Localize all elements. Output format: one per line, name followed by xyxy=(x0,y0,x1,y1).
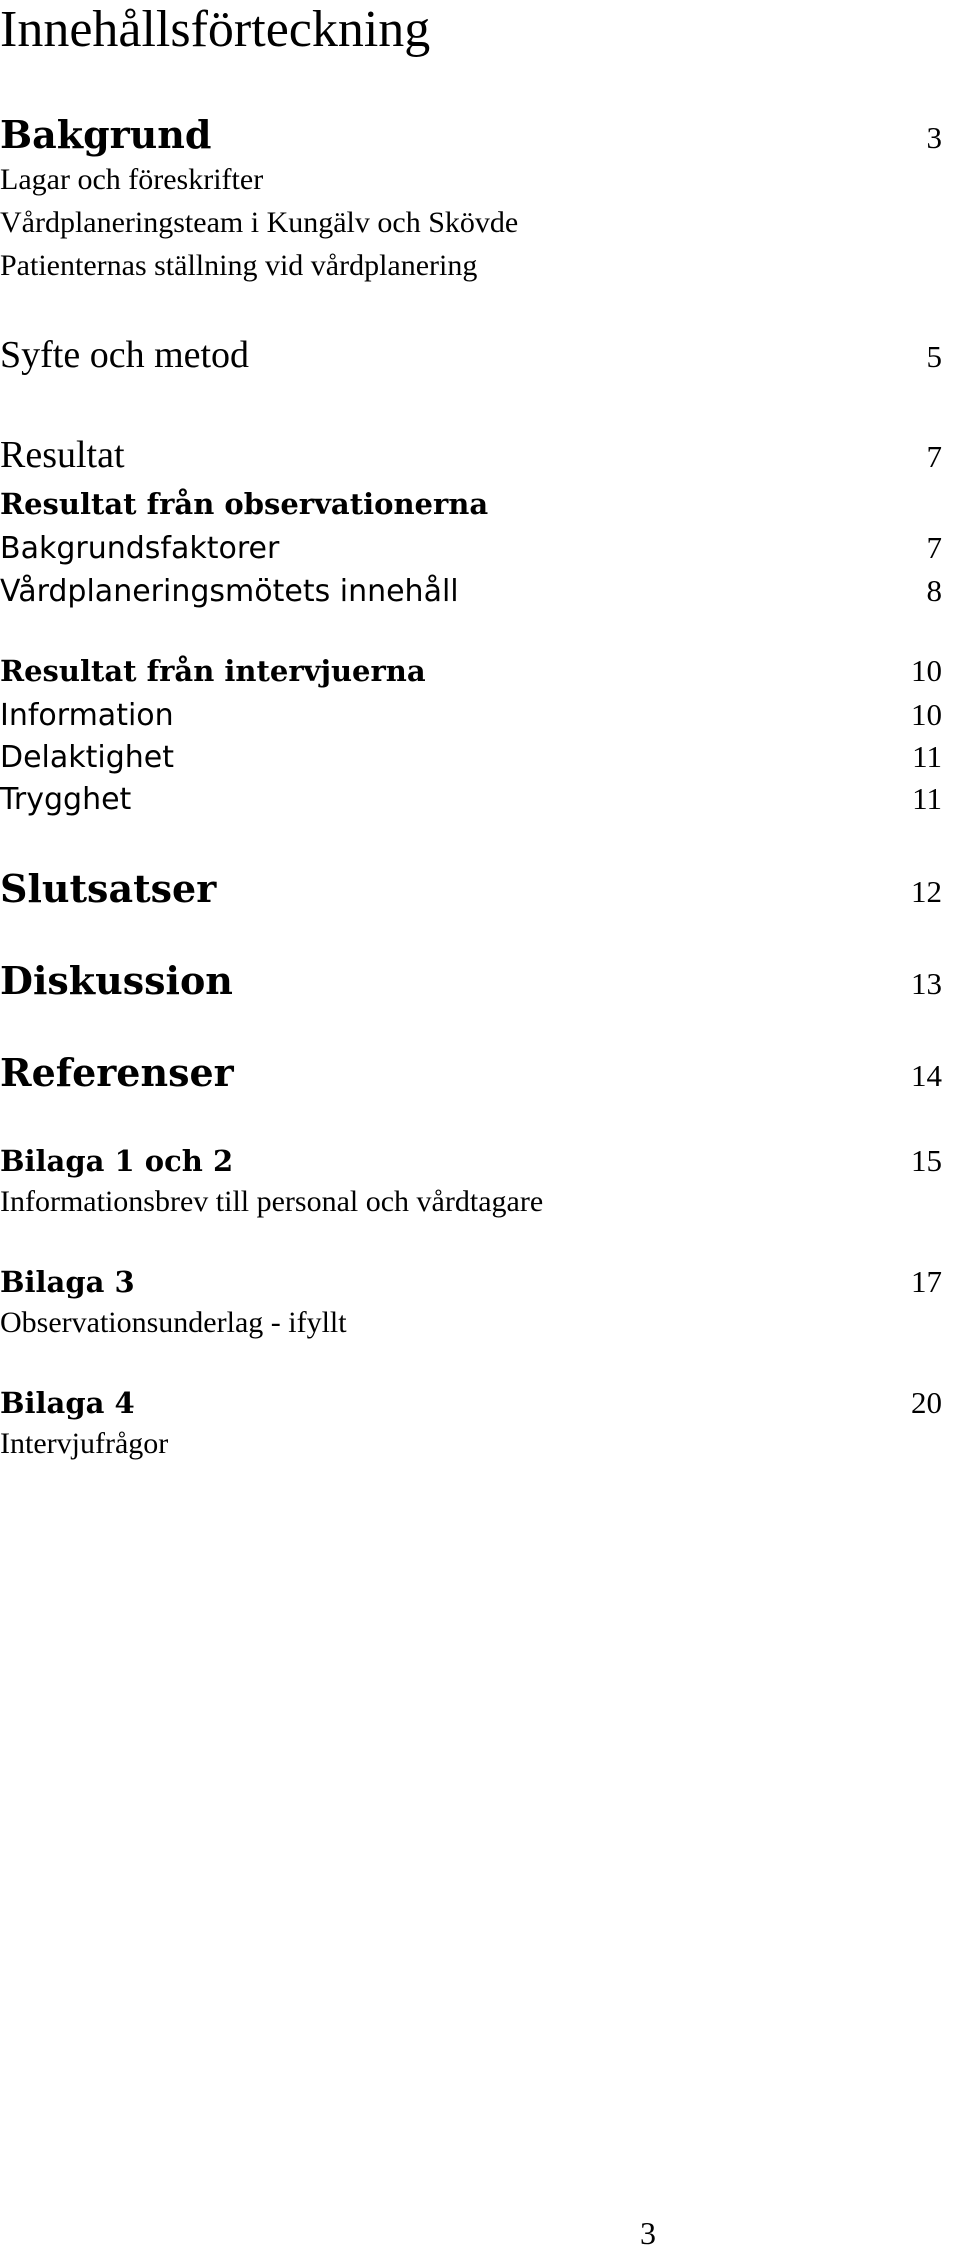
toc-subentry[interactable] xyxy=(0,1427,942,1461)
toc-label: Vårdplaneringsmötets innehåll xyxy=(0,574,459,609)
toc-label: Bilaga 4 xyxy=(0,1386,135,1420)
toc-page: 20 xyxy=(911,1385,942,1420)
toc-page: 12 xyxy=(911,874,942,909)
toc-page: 14 xyxy=(911,1058,942,1093)
toc-entry-bilaga-4[interactable] xyxy=(0,1385,942,1421)
toc-page: 11 xyxy=(912,739,942,774)
toc-title: Innehållsförteckning xyxy=(0,1,431,58)
toc-label: Information xyxy=(0,698,174,733)
toc-label: Vårdplaneringsteam i Kungälv och Skövde xyxy=(0,206,519,239)
toc-entry-observationerna[interactable] xyxy=(0,487,942,521)
toc-page: 3 xyxy=(926,120,942,155)
toc-subentry[interactable] xyxy=(0,1185,942,1219)
toc-page: 13 xyxy=(911,966,942,1001)
toc-subentry[interactable] xyxy=(0,573,942,609)
toc-label: Informationsbrev till personal och vårdtagare xyxy=(0,1185,544,1218)
toc-label: Observationsunderlag - ifyllt xyxy=(0,1306,347,1339)
toc-subentry[interactable] xyxy=(0,1306,942,1340)
toc-label: Referenser xyxy=(0,1050,234,1095)
toc-entry-referenser[interactable] xyxy=(0,1050,942,1095)
page-number: 3 xyxy=(640,2215,656,2251)
toc-subentry[interactable] xyxy=(0,163,942,197)
toc-label: Trygghet xyxy=(0,782,132,817)
toc-subentry[interactable] xyxy=(0,249,942,283)
toc-page: 17 xyxy=(911,1264,942,1299)
toc-label: Bilaga 3 xyxy=(0,1265,135,1299)
toc-subentry[interactable] xyxy=(0,697,942,733)
toc-subentry[interactable] xyxy=(0,206,942,240)
toc-page: 10 xyxy=(911,697,942,732)
toc-label: Slutsatser xyxy=(0,866,217,911)
toc-label: Resultat från observationerna xyxy=(0,487,489,521)
toc-subentry[interactable] xyxy=(0,781,942,817)
toc-page: 10 xyxy=(911,653,942,688)
toc-page: 7 xyxy=(926,439,942,474)
toc-label: Delaktighet xyxy=(0,740,175,775)
toc-label: Syfte och metod xyxy=(0,334,250,376)
toc-entry-diskussion[interactable] xyxy=(0,958,942,1003)
toc-entry-slutsatser[interactable] xyxy=(0,866,942,911)
toc-label: Resultat från intervjuerna xyxy=(0,654,426,688)
toc-subentry[interactable] xyxy=(0,530,942,566)
toc-label: Resultat xyxy=(0,434,125,476)
toc-label: Intervjufrågor xyxy=(0,1427,169,1460)
toc-label: Bakgrundsfaktorer xyxy=(0,531,280,566)
toc-page: 15 xyxy=(911,1143,942,1178)
toc-page: 7 xyxy=(926,530,942,565)
toc-entry-intervjuerna[interactable] xyxy=(0,653,942,689)
toc-entry-syfte[interactable] xyxy=(0,333,942,377)
toc-entry-bilaga-1-2[interactable] xyxy=(0,1143,942,1179)
toc-page: 11 xyxy=(912,781,942,816)
toc-subentry[interactable] xyxy=(0,739,942,775)
toc-label: Lagar och föreskrifter xyxy=(0,163,264,196)
toc-page: 8 xyxy=(926,573,942,608)
toc-entry-bakgrund[interactable] xyxy=(0,112,942,157)
toc-label: Diskussion xyxy=(0,958,233,1003)
toc-entry-resultat[interactable] xyxy=(0,433,942,477)
toc-entry-bilaga-3[interactable] xyxy=(0,1264,942,1300)
toc-label: Bilaga 1 och 2 xyxy=(0,1144,234,1178)
toc-page: 5 xyxy=(926,339,942,374)
toc-label: Bakgrund xyxy=(0,112,212,157)
toc-label: Patienternas ställning vid vårdplanering xyxy=(0,249,478,282)
